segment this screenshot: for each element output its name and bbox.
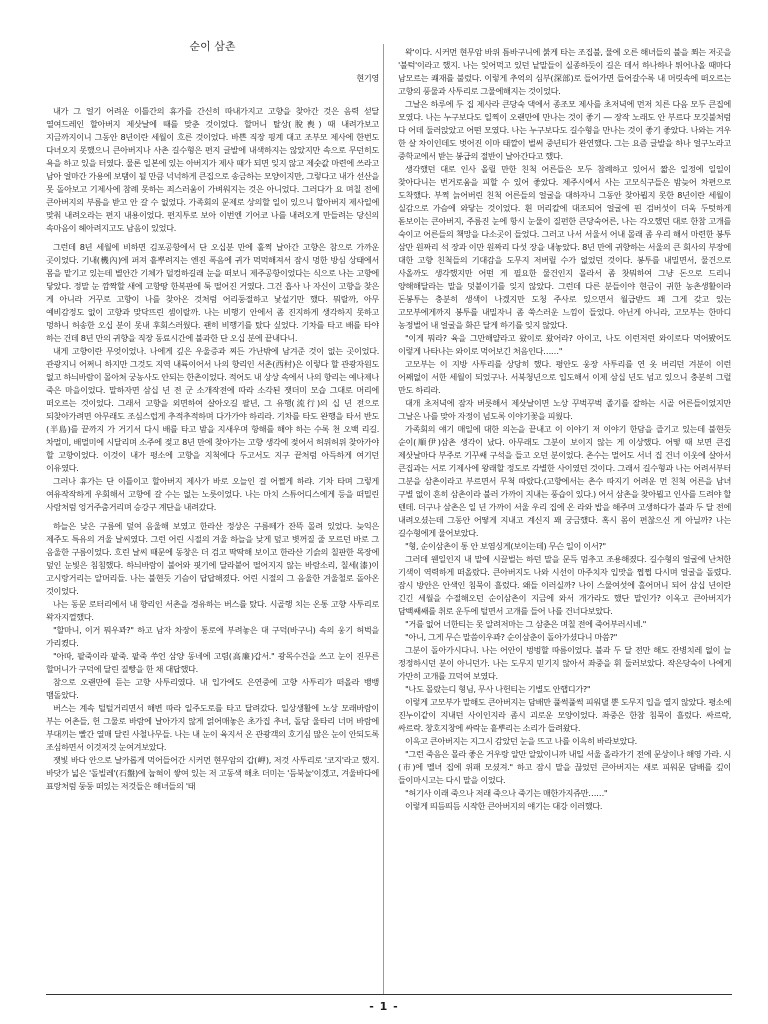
paragraph: 고모부는 이 지방 사투리를 상당히 했다. 평안도 웅장 사투리를 연 옷 버리던 겨분이 이런 어째없이 서한 세월이 되었구나. 서북청년으로 입도해서 이제 삼십 년도 넘고 있으니 충분히 그럴 만도 하리라.	[398, 359, 731, 395]
paragraph: 이렇게 고모부가 말해도 큰아버지는 담배만 풀썩풀썩 피워댈 뿐 도무지 입을 열지 않았다. 평소에 진누이같이 지내던 사이인지라 좀시 괴로운 모양이었다. 좌중은 한참 침묵이 흘렀다. 싸르락, 싸르락. 창호지창에 싸락눈 흩뿌리는 소리가 들려왔다.	[398, 697, 731, 733]
footer-rule	[46, 994, 732, 995]
right-column	[398, 46, 731, 1002]
paragraph: 그러나 휴가는 단 이틀이고 할아버지 제사가 바로 오늘인 걸 어쩔게 하랴. 기차 타며 그렇게 여유작작하게 우회해서 고향에 갈 수는 없는 노릇이었다. 나는 마치 스튜어디스에게 등을 떠밀린 사람처럼 엉거주춤거리며 승강구 계단을 내려갔다.	[46, 476, 379, 512]
left-body	[46, 105, 379, 793]
paragraph: 이윽고 큰아버지는 지그시 감았던 눈을 뜨고 나를 이윽히 바라보았다.	[405, 736, 637, 746]
paragraph: "허기사 이래 죽으나 저래 죽으나 죽기는 매한가지쥬만……"	[405, 788, 608, 798]
paragraph: "아니, 그게 무슨 말씀이우꽈? 순이삼춘이 돌아가셨다니 마씀?"	[405, 632, 618, 642]
paragraph: 왁'이다. 시커먼 현무암 바위 틈바구니에 붉게 타는 조집불, 물에 오른 해녀들의 불을 쬐는 저곳을 '불턱'이라고 했지. 나는 잊어먹고 있던 낱말들이 실종하듯이 길은 데서 하나하나 튀어나올 때마다 남모르는 쾌재를 불렀다. 이렇게 추억의 심부(深部)로 들어가면 들어갈수록 내 머릿속에 떠오르는 고향의 풍물과 사투리로 그물에해지는 것이었다.	[398, 47, 731, 96]
paragraph: 이렇게 띄듬띄듬 시작한 큰아버지의 얘기는 대강 이러했다.	[405, 801, 603, 811]
paragraph: 그날은 하루에 두 집 제사라 큰당숙 댁에서 종조모 제사를 초저녁에 먼저 치른 다음 모두 큰집에 모였다. 나는 누구보다도 일찍이 오랜만에 만나는 것이 좋기 ― 장작 노래도 안 부르다 모깃불처럼 다 어데 둘러앉았고 어떤 모였다. 나는 누구보다도 길수형을 만나는 것이 좋기 좋았다. 나와는 겨우 한 살 차이인데도 벗어진 이마 태깔이 벌써 중년티가 완연했다. 그는 요즘 글발을 하나 얼구노라고 중학교에서 받는 봉급의 절반이 날아간다고 했다.	[398, 99, 731, 161]
paragraph: "할마니, 이거 뭐우꽈?" 하고 남자 차장이 통로에 부려놓은 대 구덕(바구니) 속의 웅기 허벅을 가리켰다.	[46, 625, 379, 648]
paragraph: 하늘은 낮은 구름에 덮여 음울해 보였고 한라산 정상은 구름떼가 잔뜩 몰려 있었다. 늦익은 제주도 특유의 겨울 날씨였다. 그런 어린 시절의 겨울 하늘을 낮게 덮고 볏꺼질 줄 모르던 바로 그 음울한 구름이었다. 흐린 날씨 때문에 동창은 더 검고 딱딱해 보이고 한라산 기슭의 칠판한 목장에 덮인 눈빛은 침침했다. 하늬바람이 불어와 핏기에 달라붙어 떨어지지 않는 바람소리, 칠세(漆)이 고시랑거리는 알머리들. 나는 불현듯 기슴이 답답해졌다. 어린 시절의 그 음울한 겨울철로 돌아온 것이었다.	[46, 521, 379, 596]
paragraph: 나는 동문 로터리에서 내 향리인 서촌을 경유하는 버스를 탔다. 시골행 치는 온통 고향 사투리로 왁자지껄했다.	[46, 599, 379, 622]
paragraph: "이게 뭐라? 육을 그만해얄라고 왔이로 왔어라? 아이고, 나도 이런저런 와이로다 먹어봤어도 이렇게 나타나는 와이로 먹어보긴 처음인다……"	[398, 333, 731, 356]
paragraph: 내가 그 얼기 어려운 이틀간의 휴가를 간신히 따내가지고 고향을 찾아간 것은 음력 섣달 열여드레인 할아버지 제삿날에 때를 맞춘 것이었다. 할머니 탈상(脫喪) 때 내려가보고 지금까지이니 그동안 8년이란 세월이 흐른 것이었다. 바쁜 직장 핑계 대고 조부모 제사에 한번도 다녀오지 못했으니 큰아버지나 사촌 길수형은 편지 글발에 내색하지는 않았지만 속으로 무던히도 욕을 하고 있을 터였다. 물론 일본에 있는 아버지가 제사 때가 되면 잊지 않고 제숫값 마련에 쓰라고 남아 얼마간 가용에 보탬이 될 만큼 넉넉하게 큰집으로 송금하는 모양이지만, 그렇다고 내가 선산을 못 돌아보고 기제사에 참례 못하는 죄스러움이 가벼워지는 것은 아니었다. 그러다가 요 며칠 전에 큰아버지의 부름을 받고 안 갈 수 없었다. 가족회의 문제로 상의할 일이 있으니 할아버지 제사일에 맞춰 내려오라는 편지 내용이었다. 편지투로 보아 이번엔 기어코 나를 내려오게 만들려는 당신의 속마음이 헤아려지고도 남음이 있었다.	[46, 106, 379, 233]
paragraph: 참으로 오랜만에 듣는 고향 사투리였다. 내 입가에도 은연중에 고향 사투리가 떠올라 뱅뱅 맴돌았다.	[46, 677, 379, 700]
paragraph: "나도 몰랐는디 형님, 무사 나헌티는 기별도 안햅디가?"	[405, 684, 591, 694]
paragraph: 버스는 계속 털털거리면서 해변 따라 일주도로를 타고 달려갔다. 일상생활에 노상 모래바람이 부는 어촌들, 헌 그물로 바람에 날아가지 않게 얽어매놓은 초가집 추녀, 돌담 울타리 너머 바람에 부대끼는 빨간 열매 달린 사철나무들. 나는 내 눈이 육지서 온 관광객의 호기심 많은 눈이 안되도록 조심하면서 이것저것 눈여겨보았다.	[46, 703, 379, 752]
paragraph: 생각했던 대로 인사 올릴 만한 친척 어른들은 모두 참례하고 있어서 짧은 일정에 일일이 찾아다니는 번거로움을 피할 수 있어 좋았다. 제주시에서 사는 고모식구들은 밤늦어 차편으로 도착했다. 부쩍 늙어버린 친척 어른들의 얼굴을 대하자니 그동안 찾아뵙지 못한 8년이란 세월이 실감으로 가슴에 와닿는 것이었다. 흰 머리칼에 대조되어 얼굴에 핀 검버섯이 더욱 두텃하게 돋보이는 큰아버지, 주름진 눈에 항시 눈물이 질펀한 큰당숙어른, 나는 각오했던 대로 한참 고개를 숙이고 어른들의 책망을 다소곳이 들었다. 그러고 나서 서울서 어내 몰래 좀 우리 해서 마련한 봉투 삼만 원짜리 석 장과 이만 원짜리 다섯 장을 내놓았다. 8년 만에 귀향하는 서울의 큰 회사의 부장에 대한 고향 친척들의 기대감을 도무지 저버릴 수가 없었던 것이다. 봉투를 내밀면서, 물건으로 사올까도 생각했지만 어떤 게 필요한 물건인지 몰라서 좀 찻뭐하여 그냥 돈으로 드리니 양해해달라는 말을 덧붙이기를 잊지 않았다. 그런데 다른 분들이야 현금이 귀한 농촌생활이라 돈봉투는 충분히 생색이 나겠지만 도청 주사로 있으면서 월급받드 꽤 그게 갖고 있는 고모부에게까지 봉투를 내밀자니 좀 쑥스러운 느낌이 들었다. 아닌게 아니라, 고모부는 한마디 농정벌어 내 얼굴을 화끈 달게 하기를 잊지 않았다.	[398, 164, 731, 330]
column-divider	[383, 44, 384, 994]
paragraph: 대개 초저녁에 잠자 버릇해서 제삿날이면 노상 꾸벅꾸벅 졸기를 잘하는 시골 어른들이었지만 그날은 나를 맞아 자정이 넘도록 이야기꽃을 피웠다.	[398, 398, 731, 421]
paragraph: 그분이 돌아가시다니. 나는 어안이 벙벙할 따름이었다. 불과 두 달 전만 해도 잔병치레 없이 늘 정정하시던 분이 아니던가. 나는 도무지 믿기지 않아서 좌중을 휘 둘러보았다. 작은당숙이 나에게 가만히 고개를 끄덕여 보였다.	[398, 645, 731, 681]
paragraph: 그런데 8년 세월에 비하면 김포공항에서 단 오십분 만에 훌쩍 날아간 고향은 참으로 가까운 곳이었다. 기내(機內)에 퍼져 흩뿌려지는 엔진 폭음에 귀가 먹먹해져서 잠시 멍한 방심 상태에서 몸을 맡기고 있는데 별안간 기체가 덜컹하길래 눈을 떠보니 제주공항이었다는 식으로 나는 고향에 닿았다. 정말 눈 깜짝할 새에 고향땅 한복판에 툭 떨어진 거였다. 그건 흡사 나 자신이 고향을 찾은 게 아니라 거꾸로 고향이 나를 찾아온 것처럼 어리둥절하고 낯설기만 했다. 뭐랄까, 아무 예비감정도 없이 고향과 맞닥뜨린 셈이랄까. 나는 비행기 안에서 좀 진지하게 생각하지 못하고 멍하니 허송한 오십 분이 못내 후회스러웠다. 괜히 비행기를 탔다 싶었다. 기차를 타고 배를 타야 하는 건데 8년 만의 귀향을 직장 동료시간에 불과한 단 오십 분에 끝내다니.	[46, 242, 379, 343]
paragraph: "그런 죽음은 몰라 좋은 거우랑 알만 알았이니까 내일 서울 올라가기 전에 문상이나 해영 가라. 시(市)에 멜녀 집에 위패 모셨져." 하고 잠시 말을 끊었던 큰아버지는 새로 피워문 담배를 깊이 들이마시고는 다시 말을 이었다.	[398, 749, 731, 785]
paragraph: "거를 없어 너한티는 못 알려저마는 그 삼춘은 며칠 전에 죽어부러시녜."	[405, 619, 647, 629]
left-column	[46, 40, 379, 996]
paragraph: 그러데 웬일인지 내 말에 시끌벌는 하던 말을 문득 멈추고 조용해졌다. 길수형의 얼굴에 난처한 기색이 역력하게 떠올랐다. 큰아버지도 나와 시선이 마주치자 입맛을 쩝쩝 다시며 얼굴을 돌렸다. 잠시 방안은 안색인 침묵이 흘렀다. 왜들 이러실까? 나이 스물여섯에 홀어머니 되어 삼십 년이란 긴긴 세월을 수절해오던 순이삼촌이 지금에 와서 개가라도 했단 말인가? 이옥고 큰아버지가 담백쌔쌔를 취로 운두에 털면서 고개를 들어 나를 건너다보았다.	[398, 554, 731, 616]
page-number: - 1 -	[369, 1000, 399, 1013]
paragraph: "아따, 팥죽이라 팥죽. 팥죽 쑤언 삼양 동네에 고렴(高廉)갑서." 광목수건을 쓰고 눈이 진무른 할머니가 구덕에 달린 질빵을 한 채 대답했다.	[46, 651, 379, 674]
paragraph: 내게 고향이란 무엇이었나. 나에게 깊은 우울증과 찌든 가난밖에 남겨준 것이 없는 곳이었다. 관광지니 어쩌니 하지만 그것도 지역 내륙이어서 나의 향리인 서촌(西村)은 이렇다 할 관광자원도 없고 하늬바람이 몰아쳐 궁농사도 안되는 한촌이었다. 적어도 내 상상 속에서 나의 향리는 예나제나 죽은 마을이었다. 말하자면 삼십 년 전 군 소개작전에 따라 소각된 잿더미 모습 그대로 머리에 떠오르는 것이었다. 그래서 고향을 외면하여 살아오길 팔년, 그 유행(流行)의 십 년 전으로 되찾아가려면 아무래도 조심스럽게 추적추적하며 다가가야 하리라. 기차를 타도 완행을 타서 반도(半島)를 끝까지 가 거기서 다시 배를 타고 밤을 지새우며 항해를 해야 하는 수록 천 오백 리길. 차멀미, 배멀미에 시달리며 소주에 젖고 8년 만에 찾아가는 고향 생각에 젖어서 허위허위 찾아가야 할 고향이었다. 이것이 내가 평소에 고향을 지척에다 두고서도 지구 끝처럼 아득하게 여기던 이유였다.	[46, 346, 379, 473]
paragraph: 가족회의 얘기 매일에 대한 의논을 끝내고 이 이야기 저 이야기 한담을 즐기고 있는데 불현듯 순이(順伊)삼촌 생각이 났다. 아무래도 그분이 보이지 않는 게 이상했다. 어떻 때 보면 큰집 제삿날마다 부주로 기꾸쌔 구석을 들고 오던 분이었다. 촌수는 멀어도 서너 집 건너 이웃에 살아서 큰집과는 서로 기제사에 왕래할 정도로 각별한 사이였던 것이다. 그래서 길수형과 나는 어려서부터 그분을 삼촌이라고 부르면서 무척 따랐다.(고향에서는 촌수 따지기 어려운 먼 친척 어른을 남녀 구별 없이 흔히 삼촌이라 불러 가까이 지내는 풍습이 있다.) 어서 삼촌을 찾아뵙고 인사를 드려야 할 텐데. 더구나 삼촌은 일 년 가까이 서울 우리 집에 온 라와 밥을 해주며 고생하다가 불과 두 달 전에 내려오셨는데 그동안 어떻게 지내고 계신지 꽤 궁금했다. 혹시 몸이 편찮으신 게 아닐까? 나는 길수형에게 물어보았다.	[398, 424, 731, 538]
author-name: 현기영	[356, 73, 379, 83]
paragraph: "형, 순이삼촌이 통 안 보염싱게(보이는데) 무슨 일이 이서?"	[405, 541, 606, 551]
story-title: 순이 삼촌	[189, 40, 236, 53]
paragraph: 잿빛 바다 안으로 날카롭게 먹어들어간 시커먼 현무암의 갑(岬), 저것 사투리로 '코지'라고 했지. 바닷가 넓은 '돌빌레'(石盤)에 눕혀이 쌓여 있는 저 고동색 해초 더미는 '듬북눌'이겠고, 겨울바다에 표랑처럼 둥둥 떠있는 저것들은 해녀들의 '태	[46, 755, 379, 791]
